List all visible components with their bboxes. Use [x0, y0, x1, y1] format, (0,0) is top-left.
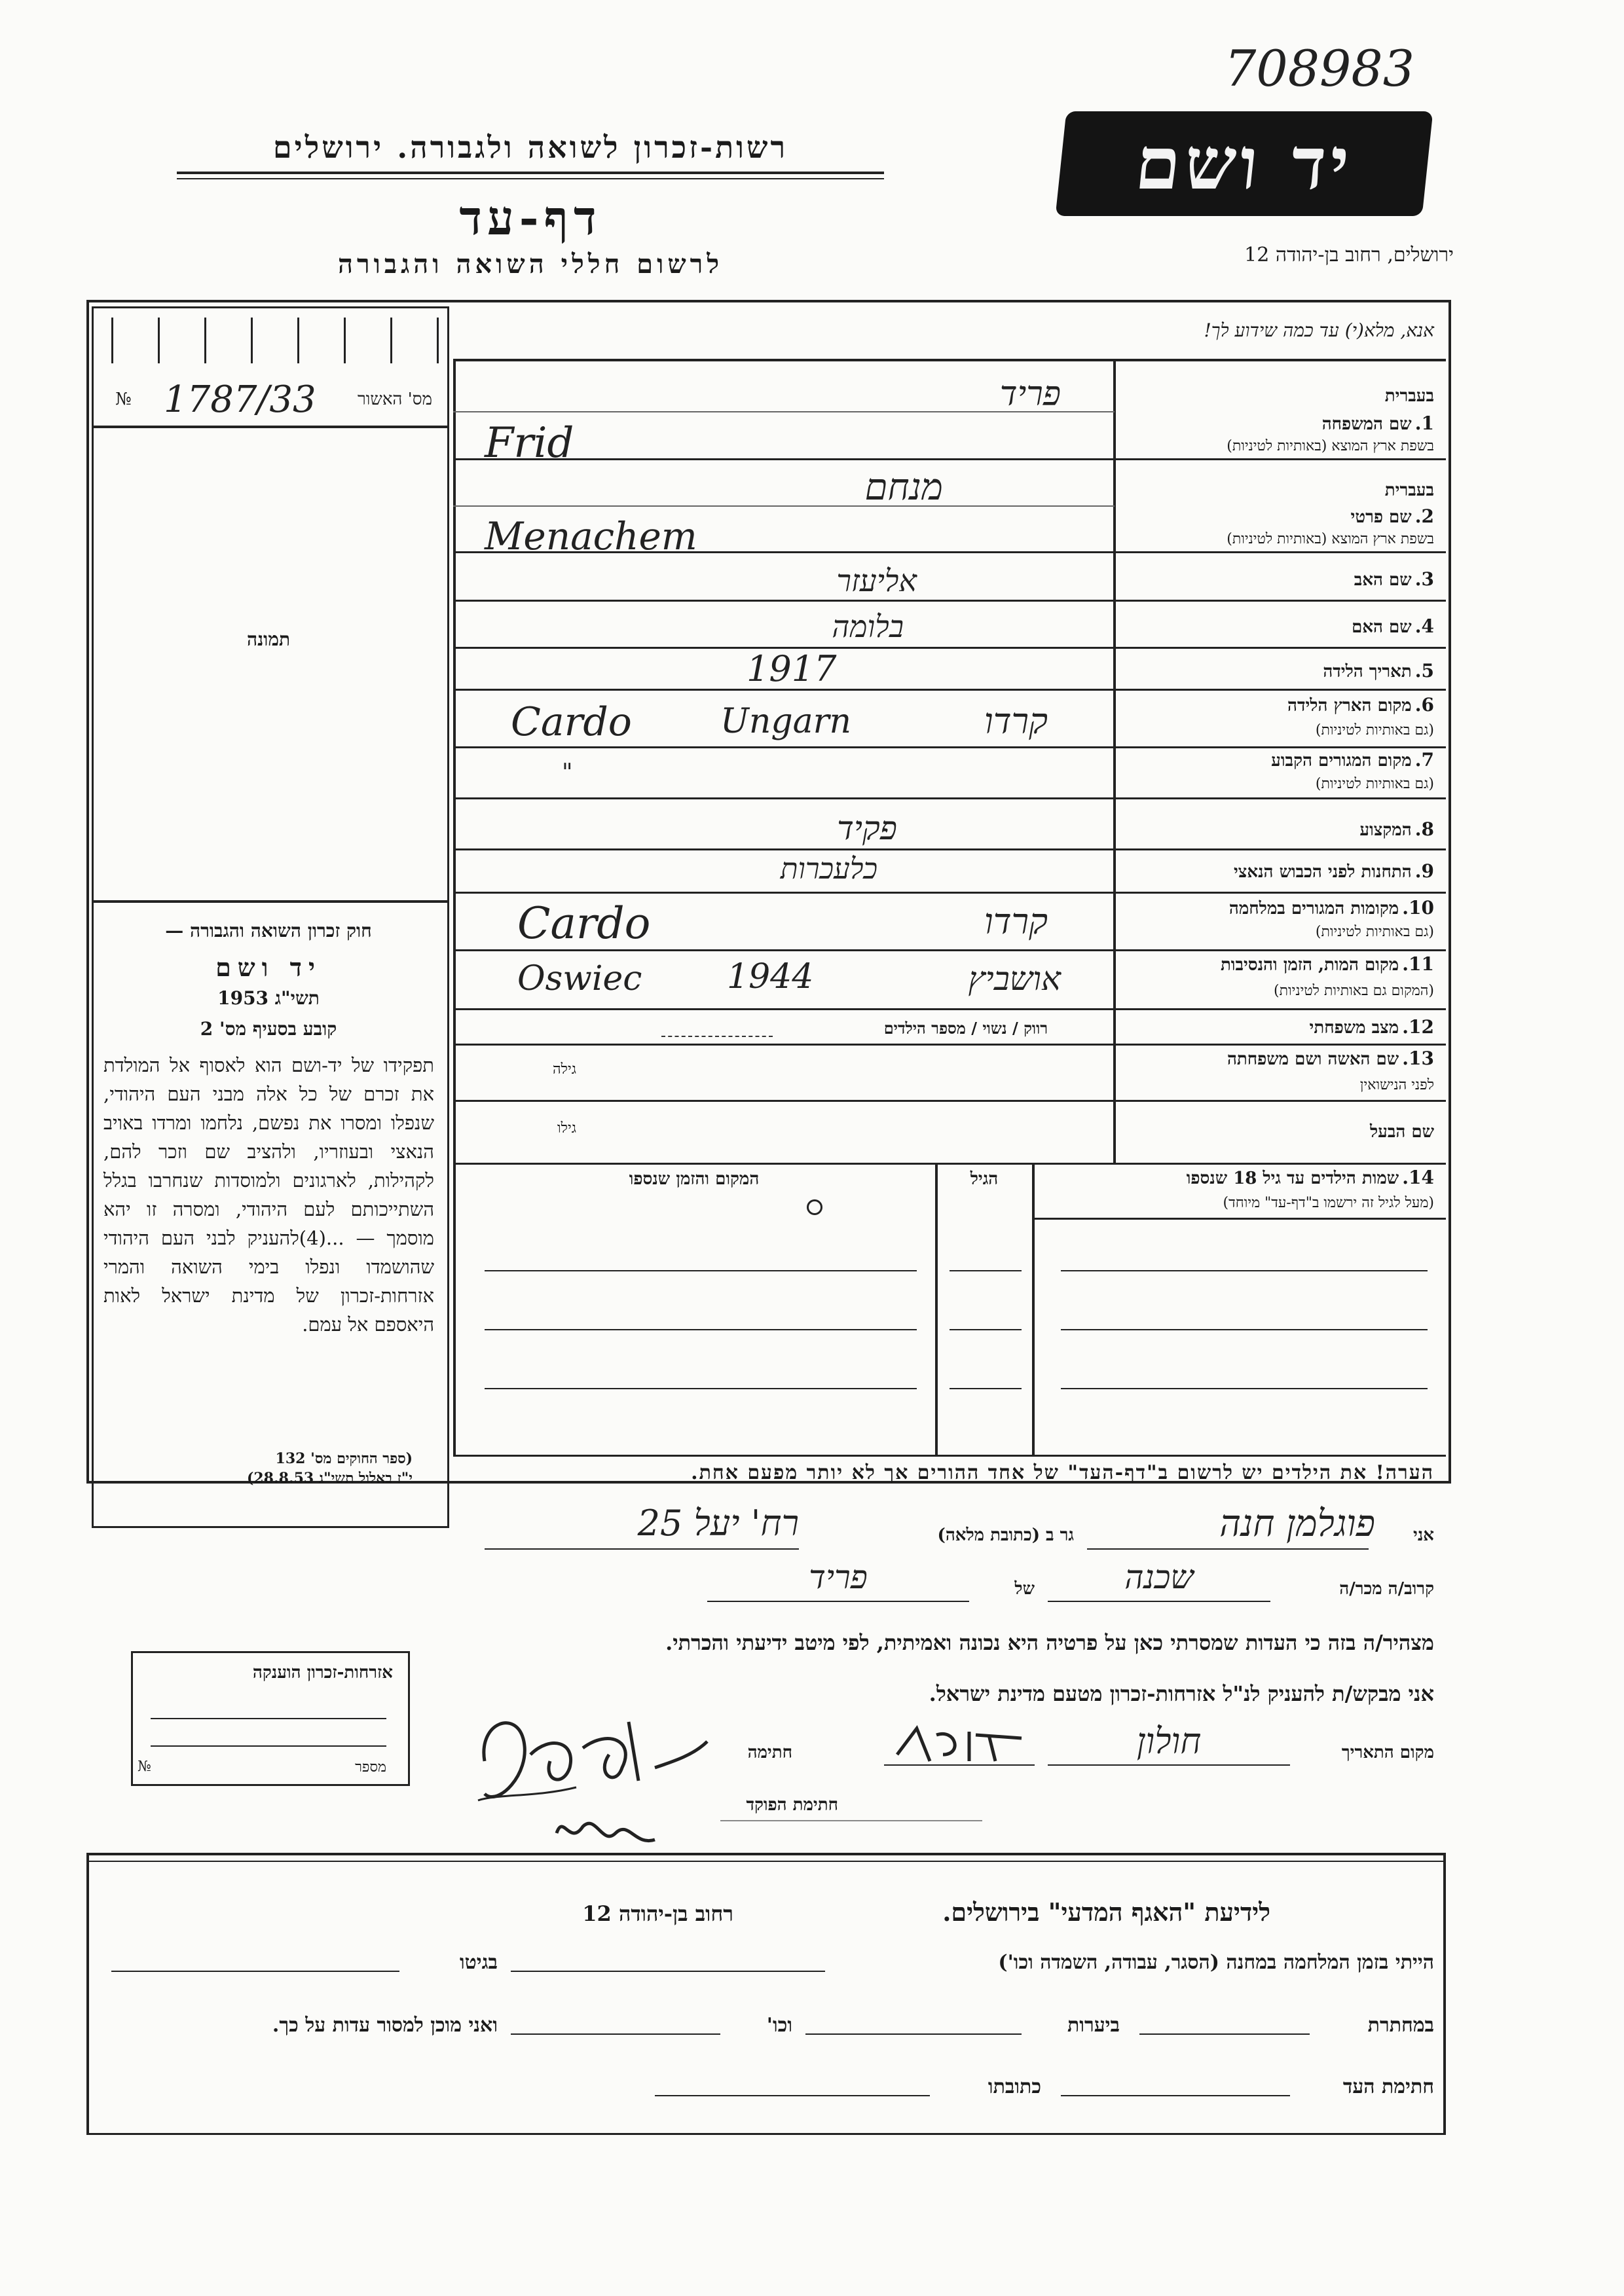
field-2-label-row	[1120, 505, 1434, 527]
field-1-heb-tag: בעברית	[1384, 386, 1434, 406]
law-clause: קובע בסעיף מס' 2	[200, 1018, 337, 1040]
field-1-number: 1.	[1414, 412, 1434, 434]
field-7-value: "	[562, 759, 573, 786]
footer-title: לידיעת "האגף המדעי" בירושלים.	[942, 1897, 1270, 1927]
field-4-value: בלומה	[832, 609, 904, 644]
witness-signature	[891, 1715, 1041, 1774]
authority-title: רשות-זכרון לשואה ולגבורה. ירושלים	[272, 130, 788, 165]
law-org: יד ושם	[215, 953, 322, 982]
law-title: חוק זכרון השואה והגבורה —	[165, 920, 372, 941]
field-8-label-row	[1120, 818, 1434, 840]
certificate-title: אזרחות-זכרון הוענקה	[252, 1663, 393, 1683]
field-2-label: שם פרטי	[1350, 507, 1412, 527]
field-3-value: אליעזר	[836, 563, 917, 598]
field-7-label: מקום המגורים הקבוע	[1271, 751, 1412, 771]
logo-text: יד ושם	[1131, 121, 1357, 206]
field-11-sub: (המקום גם באותיות לטיניות)	[1274, 983, 1434, 999]
field-3-label-row	[1120, 568, 1434, 590]
footer-line2-c: וכו'	[766, 2014, 792, 2037]
field-11-heb: אושביץ	[968, 960, 1061, 998]
field-6-heb: קרדו	[984, 701, 1048, 742]
field-7-sub: (גם באותיות לטיניות)	[1315, 776, 1434, 792]
declarant-address-label: גר ב (כתובת מלאה)	[937, 1525, 1074, 1545]
field-1-heb-value: פריד	[999, 374, 1061, 414]
law-year-heb: תשי"ג	[274, 987, 320, 1009]
field-10-label-row	[1120, 897, 1434, 919]
field-13-label: שם האשה ושם משפחתה	[1227, 1049, 1399, 1069]
logo	[1056, 111, 1433, 216]
field-1-sub: בשפת ארץ המוצא (באותיות לטיניות)	[1227, 438, 1434, 454]
field-11-latin: Oswiec	[517, 959, 642, 998]
certificate-no-label: מספר	[355, 1759, 386, 1776]
field-5-value: 1917	[747, 648, 837, 689]
field-6-number: 6.	[1414, 694, 1434, 716]
field-11-label-row	[1120, 953, 1434, 975]
file-number-label: מס' האשור	[357, 390, 432, 409]
file-number-mark: №	[115, 390, 132, 409]
declarant-of: פריד	[809, 1558, 868, 1596]
field-3-label: שם האב	[1354, 570, 1412, 590]
left-column	[92, 306, 449, 1528]
field-10-label: מקומות המגורים במלחמה	[1228, 899, 1399, 919]
field-11-label: מקום המות, הזמן והנסיבות	[1220, 955, 1399, 975]
field-4-label: שם האם	[1352, 617, 1412, 637]
field-8-value: פקיד	[837, 809, 897, 847]
field-2-heb-tag: בעברית	[1384, 481, 1434, 500]
law-ref-2: י"ז באלול תשי"ג 28.8.53)	[246, 1470, 413, 1487]
field-5-number: 5.	[1414, 660, 1434, 682]
field-11-year: 1944	[727, 957, 814, 996]
footer-address: רחוב בן-יהודה 12	[582, 1901, 733, 1926]
husband-label: שם הבעל	[1369, 1122, 1434, 1142]
field-6-label-row	[1120, 694, 1434, 716]
field-2-number: 2.	[1414, 505, 1434, 527]
field-4-label-row	[1120, 615, 1434, 637]
signature-drawings	[458, 1683, 720, 1879]
certificate-no-mark: №	[138, 1758, 151, 1775]
place-date-label: מקום התאריך	[1341, 1743, 1434, 1762]
children-sub: (מעל לגיל זה ירשמו ב"דף-עד" מיוחד)	[1223, 1195, 1434, 1211]
field-7-number: 7.	[1414, 749, 1434, 771]
field-9-label-row	[1120, 860, 1434, 882]
hole-punch-mark	[807, 1199, 822, 1215]
photo-label: תמונה	[246, 629, 291, 650]
field-8-number: 8.	[1414, 818, 1434, 840]
field-10-number: 10.	[1402, 897, 1434, 919]
field-2-heb-value: מנחם	[864, 466, 943, 509]
field-3-number: 3.	[1414, 568, 1434, 590]
field-6-latin-1: Cardo	[511, 699, 632, 745]
field-7-label-row	[1120, 749, 1434, 771]
signature-label: חתימה	[747, 1743, 792, 1762]
declarant-address: רח' יעל 25	[637, 1503, 799, 1544]
husband-age-label: גילו	[557, 1120, 576, 1137]
request-text: אני מבקש/ת להעניק לנ"ל אזרחות-זכרון מטעם מדינת ישראל.	[929, 1681, 1434, 1706]
declarant-relation: שכנה	[1124, 1558, 1194, 1596]
archive-number: 708983	[1225, 39, 1415, 98]
field-13-label-row	[1120, 1048, 1434, 1069]
footer-line2-a: במחתרת	[1367, 2014, 1434, 2037]
field-13-number: 13.	[1402, 1048, 1434, 1069]
field-1-latin-value: Frid	[485, 419, 574, 467]
form-subtitle: לרשום חללי השואה והגבורה	[337, 249, 724, 280]
form-title: דף-עד	[459, 190, 602, 246]
place-date: חולון	[1136, 1721, 1202, 1762]
field-1-label: שם המשפחה	[1321, 414, 1412, 434]
field-2-sub: בשפת ארץ המוצא (באותיות לטיניות)	[1227, 531, 1434, 547]
law-text: תפקידו של יד-ושם הוא לאסוף אל המולדת את זכרם של כל אלה מבני העם היהודי, שנפלו ומסרו את נפשם, נלחמו ומרדו באויב הנאצי ובעוזריו, ולהציב שם וזכר להם, לקהילות, לארגונים ולמוסדות שנחרבו בגלל השתייכותם לעם היהודי, ומסרה זו יהא מוסמך — ...(4)להעניק לבני העם היהודי שהושמדו ונפלו בימי השואה והמרי אזרחות-זכרון של מדינת ישראל לאות היאספם אל עמם.	[103, 1054, 435, 1336]
declarant-i-label: אני	[1413, 1525, 1434, 1545]
file-number-boxes	[111, 318, 439, 363]
field-6-latin-2: Ungarn	[720, 702, 851, 741]
field-12-options: רווק / נשוי / מספר הילדים	[883, 1019, 1048, 1038]
field-10-heb: קרדו	[984, 901, 1048, 942]
field-6-sub: (גם באותיות לטיניות)	[1315, 722, 1434, 738]
field-9-number: 9.	[1414, 860, 1434, 882]
footer-line1-b: בגיטו	[459, 1951, 498, 1974]
field-13-sub: לפני הנישואין	[1359, 1077, 1434, 1093]
field-5-label: תאריך הלידה	[1323, 662, 1412, 682]
field-6-label: מקום הארץ הלידה	[1287, 696, 1412, 716]
field-12-label: מצב משפחתי	[1309, 1018, 1399, 1038]
declarant-name: פוגלמן חנה	[1219, 1503, 1375, 1545]
field-12-number: 12.	[1402, 1016, 1434, 1038]
children-col-age: הגיל	[970, 1169, 999, 1189]
field-9-label: התחנות לפני הכבוש הנאצי	[1233, 862, 1412, 882]
header-address: ירושלים, רחוב בן-יהודה 12	[1244, 244, 1454, 266]
instruction: אנא, מלא(י) עד כמה שידוע לך!	[1204, 319, 1434, 341]
footer-line3-a: חתימת העד	[1342, 2075, 1434, 2098]
field-13-age-label: גילה	[553, 1061, 576, 1078]
children-col-place: המקום והזמן שנספו	[629, 1169, 760, 1189]
field-10-latin: Cardo	[517, 898, 651, 949]
field-8-label: המקצוע	[1359, 820, 1412, 840]
field-9-value: כלעכרות	[780, 852, 877, 886]
declarant-of-label: של	[1014, 1579, 1035, 1599]
declarant-relation-label: קרוב/ה מכר/ה	[1339, 1579, 1434, 1599]
officer-signature-label: חתימת הפוקד	[746, 1795, 838, 1815]
field-4-number: 4.	[1414, 615, 1434, 637]
field-2-latin-value: Menachem	[485, 514, 697, 558]
children-note: הערה! את הילדים יש לרשום ב"דף-העד" של אחד ההורים אך לא יותר מפעם אחת.	[691, 1461, 1434, 1484]
file-number-value: 1787/33	[164, 378, 316, 421]
field-5-label-row	[1120, 660, 1434, 682]
children-label: שמות הילדים עד גיל 18 שנספו	[1186, 1169, 1399, 1188]
field-1-label-row	[1120, 412, 1434, 434]
footer-line2-b: ביערות	[1067, 2014, 1120, 2037]
law-year-num: 1953	[217, 987, 269, 1009]
law-ref-1: (ספר החוקים מס' 132	[275, 1450, 413, 1467]
field-12-label-row	[1120, 1016, 1434, 1038]
law-year	[98, 987, 439, 1010]
footer-line1-a: הייתי בזמן המלחמה במחנה (הסגר, עבודה, השמדה וכו')	[998, 1951, 1434, 1974]
footer-line2-d: ואני מוכן למסור עדות על כך.	[272, 2014, 498, 2037]
children-label-row	[1041, 1167, 1434, 1188]
field-10-sub: (גם באותיות לטיניות)	[1315, 924, 1434, 940]
footer-line3-b: כתובתו	[987, 2075, 1041, 2098]
declaration-text: מצהיר/ה בזה כי העדות שמסרתי כאן על פרטיה היא נכונה ואמיתית, לפי מיטב ידיעתי והכרתי.	[665, 1630, 1434, 1655]
field-11-number: 11.	[1402, 953, 1434, 975]
children-number: 14.	[1402, 1167, 1434, 1188]
